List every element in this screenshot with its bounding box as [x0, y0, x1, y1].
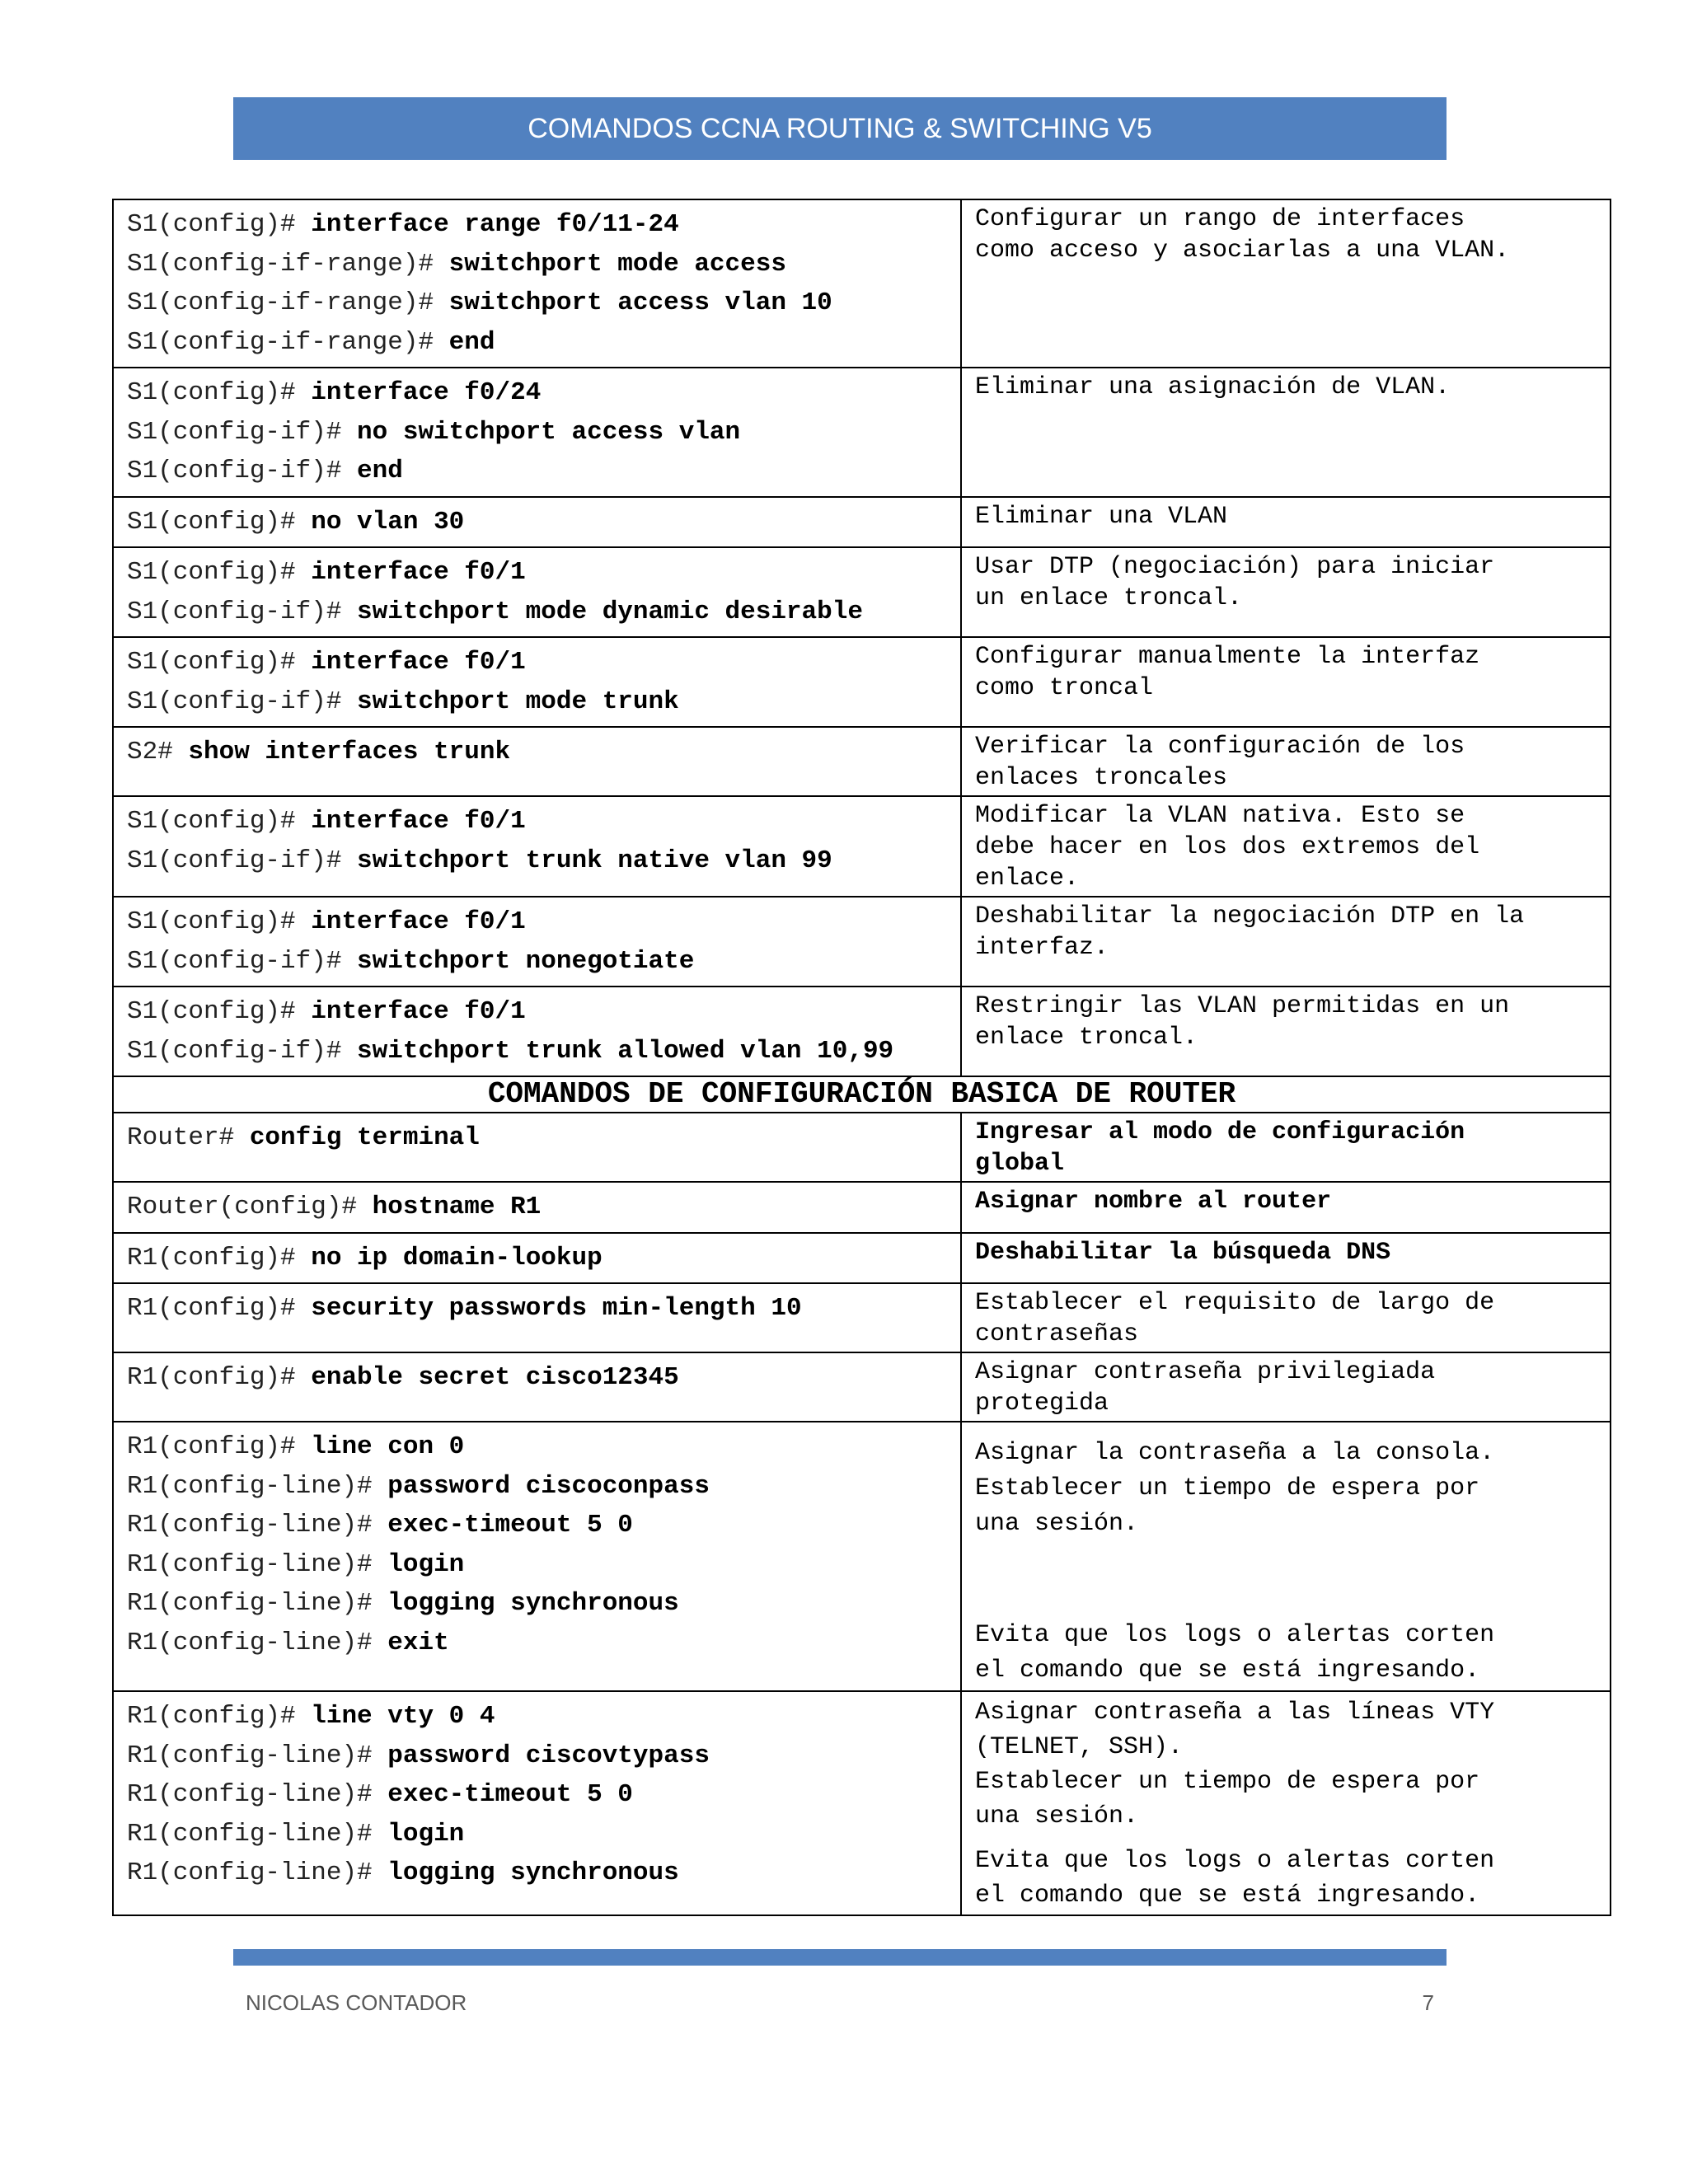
command-line: Router# config terminal	[127, 1123, 480, 1152]
command-line: S1(config-if)# no switchport access vlan	[127, 417, 741, 447]
command-line: S1(config)# no vlan 30	[127, 507, 465, 537]
command-cell	[113, 1422, 961, 1691]
description-cell: Configurar manualmente la interfaz como troncal	[961, 637, 1611, 727]
description-cell: Verificar la configuración de los enlaces troncales	[961, 727, 1611, 796]
header-title: COMANDOS CCNA ROUTING & SWITCHING V5	[528, 112, 1152, 144]
description-cell: Deshabilitar la búsqueda DNS	[961, 1233, 1611, 1284]
command-cell	[113, 897, 961, 987]
command-line: S1(config)# interface f0/1	[127, 807, 526, 836]
commands-table	[112, 199, 1611, 1916]
command-line: R1(config-line)# logging synchronous	[127, 1858, 679, 1887]
table-row	[113, 1113, 1611, 1182]
command-line: S1(config-if-range)# end	[127, 327, 495, 357]
command-cell	[113, 368, 961, 497]
command-line: S1(config-if)# switchport trunk native vlan 99	[127, 846, 832, 875]
command-cell	[113, 1233, 961, 1284]
command-cell	[113, 497, 961, 548]
command-line: S1(config-if)# end	[127, 457, 403, 485]
table-row	[113, 987, 1611, 1076]
command-line: S1(config)# interface range f0/11-24	[127, 210, 679, 239]
table-row	[113, 1352, 1611, 1422]
table-row	[113, 897, 1611, 987]
command-line: R1(config)# security passwords min-length 10	[127, 1294, 802, 1323]
description-cell: Asignar contraseña a las líneas VTY (TELNET, SSH). Establecer un tiempo de espera por una sesión. Evita que los logs o alertas corten el comando que se está ingresando.	[961, 1691, 1611, 1915]
command-line: S1(config-if)# switchport mode dynamic desirable	[127, 597, 863, 626]
command-line: S1(config-if)# switchport mode trunk	[127, 687, 679, 716]
command-cell	[113, 547, 961, 637]
footer-divider	[233, 1949, 1447, 1966]
table-row	[113, 368, 1611, 497]
description-cell: Modificar la VLAN nativa. Esto se debe hacer en los dos extremos del enlace.	[961, 796, 1611, 897]
command-cell	[113, 1113, 961, 1182]
description-cell: Eliminar una asignación de VLAN.	[961, 368, 1611, 497]
table-row	[113, 637, 1611, 727]
command-cell	[113, 1182, 961, 1233]
command-line: R1(config)# line con 0	[127, 1432, 465, 1461]
description-cell: Asignar nombre al router	[961, 1182, 1611, 1233]
command-cell	[113, 987, 961, 1076]
table-row	[113, 1283, 1611, 1352]
section-heading-row	[113, 1076, 1611, 1113]
command-line: R1(config-line)# login	[127, 1819, 465, 1849]
command-cell	[113, 1352, 961, 1422]
command-line: S1(config)# interface f0/1	[127, 648, 526, 677]
table-row	[113, 727, 1611, 796]
description-cell: Asignar la contraseña a la consola. Establecer un tiempo de espera por una sesión. Evita que los logs o alertas corten el comando que se está ingresando.	[961, 1422, 1611, 1691]
command-line: R1(config-line)# password ciscovtypass	[127, 1741, 710, 1770]
command-line: Router(config)# hostname R1	[127, 1193, 542, 1221]
table-row	[113, 1233, 1611, 1284]
document-header	[233, 97, 1447, 160]
command-line: R1(config-line)# exec-timeout 5 0	[127, 1780, 633, 1809]
page-number: 7	[1422, 1990, 1434, 2015]
command-line: S1(config-if-range)# switchport access vlan 10	[127, 288, 832, 317]
command-line: R1(config-line)# exit	[127, 1628, 449, 1657]
command-line: S1(config-if-range)# switchport mode access	[127, 249, 786, 279]
command-cell	[113, 199, 961, 368]
description-cell: Restringir las VLAN permitidas en un enlace troncal.	[961, 987, 1611, 1076]
command-line: R1(config)# enable secret cisco12345	[127, 1363, 679, 1392]
command-line: S1(config-if)# switchport trunk allowed vlan 10,99	[127, 1036, 894, 1066]
command-cell	[113, 1283, 961, 1352]
description-cell: Deshabilitar la negociación DTP en la interfaz.	[961, 897, 1611, 987]
description-cell: Establecer el requisito de largo de contraseñas	[961, 1283, 1611, 1352]
command-line: R1(config-line)# password ciscoconpass	[127, 1471, 710, 1501]
description-cell: Eliminar una VLAN	[961, 497, 1611, 548]
description-cell: Asignar contraseña privilegiada protegida	[961, 1352, 1611, 1422]
command-cell	[113, 637, 961, 727]
command-line: R1(config)# line vty 0 4	[127, 1702, 495, 1731]
command-line: S1(config)# interface f0/1	[127, 558, 526, 587]
description-cell: Configurar un rango de interfaces como acceso y asociarlas a una VLAN.	[961, 199, 1611, 368]
footer-author: NICOLAS CONTADOR	[246, 1990, 467, 2015]
section-title: COMANDOS DE CONFIGURACIÓN BASICA DE ROUTER	[113, 1076, 1611, 1113]
command-line: R1(config)# no ip domain-lookup	[127, 1243, 603, 1272]
command-line: S1(config)# interface f0/1	[127, 907, 526, 936]
command-cell	[113, 1691, 961, 1915]
command-cell	[113, 796, 961, 897]
command-line: S1(config)# interface f0/1	[127, 997, 526, 1026]
table-row	[113, 1182, 1611, 1233]
table-row	[113, 796, 1611, 897]
table-row	[113, 1422, 1611, 1691]
table-row	[113, 199, 1611, 368]
command-cell	[113, 727, 961, 796]
command-line: R1(config-line)# login	[127, 1549, 465, 1579]
command-line: S2# show interfaces trunk	[127, 738, 511, 766]
table-row	[113, 1691, 1611, 1915]
description-cell: Usar DTP (negociación) para iniciar un enlace troncal.	[961, 547, 1611, 637]
description-cell: Ingresar al modo de configuración global	[961, 1113, 1611, 1182]
command-line: S1(config)# interface f0/24	[127, 378, 542, 407]
command-line: R1(config-line)# exec-timeout 5 0	[127, 1511, 633, 1540]
table-row	[113, 497, 1611, 548]
table-row	[113, 547, 1611, 637]
command-line: S1(config-if)# switchport nonegotiate	[127, 946, 695, 976]
command-line: R1(config-line)# logging synchronous	[127, 1589, 679, 1618]
